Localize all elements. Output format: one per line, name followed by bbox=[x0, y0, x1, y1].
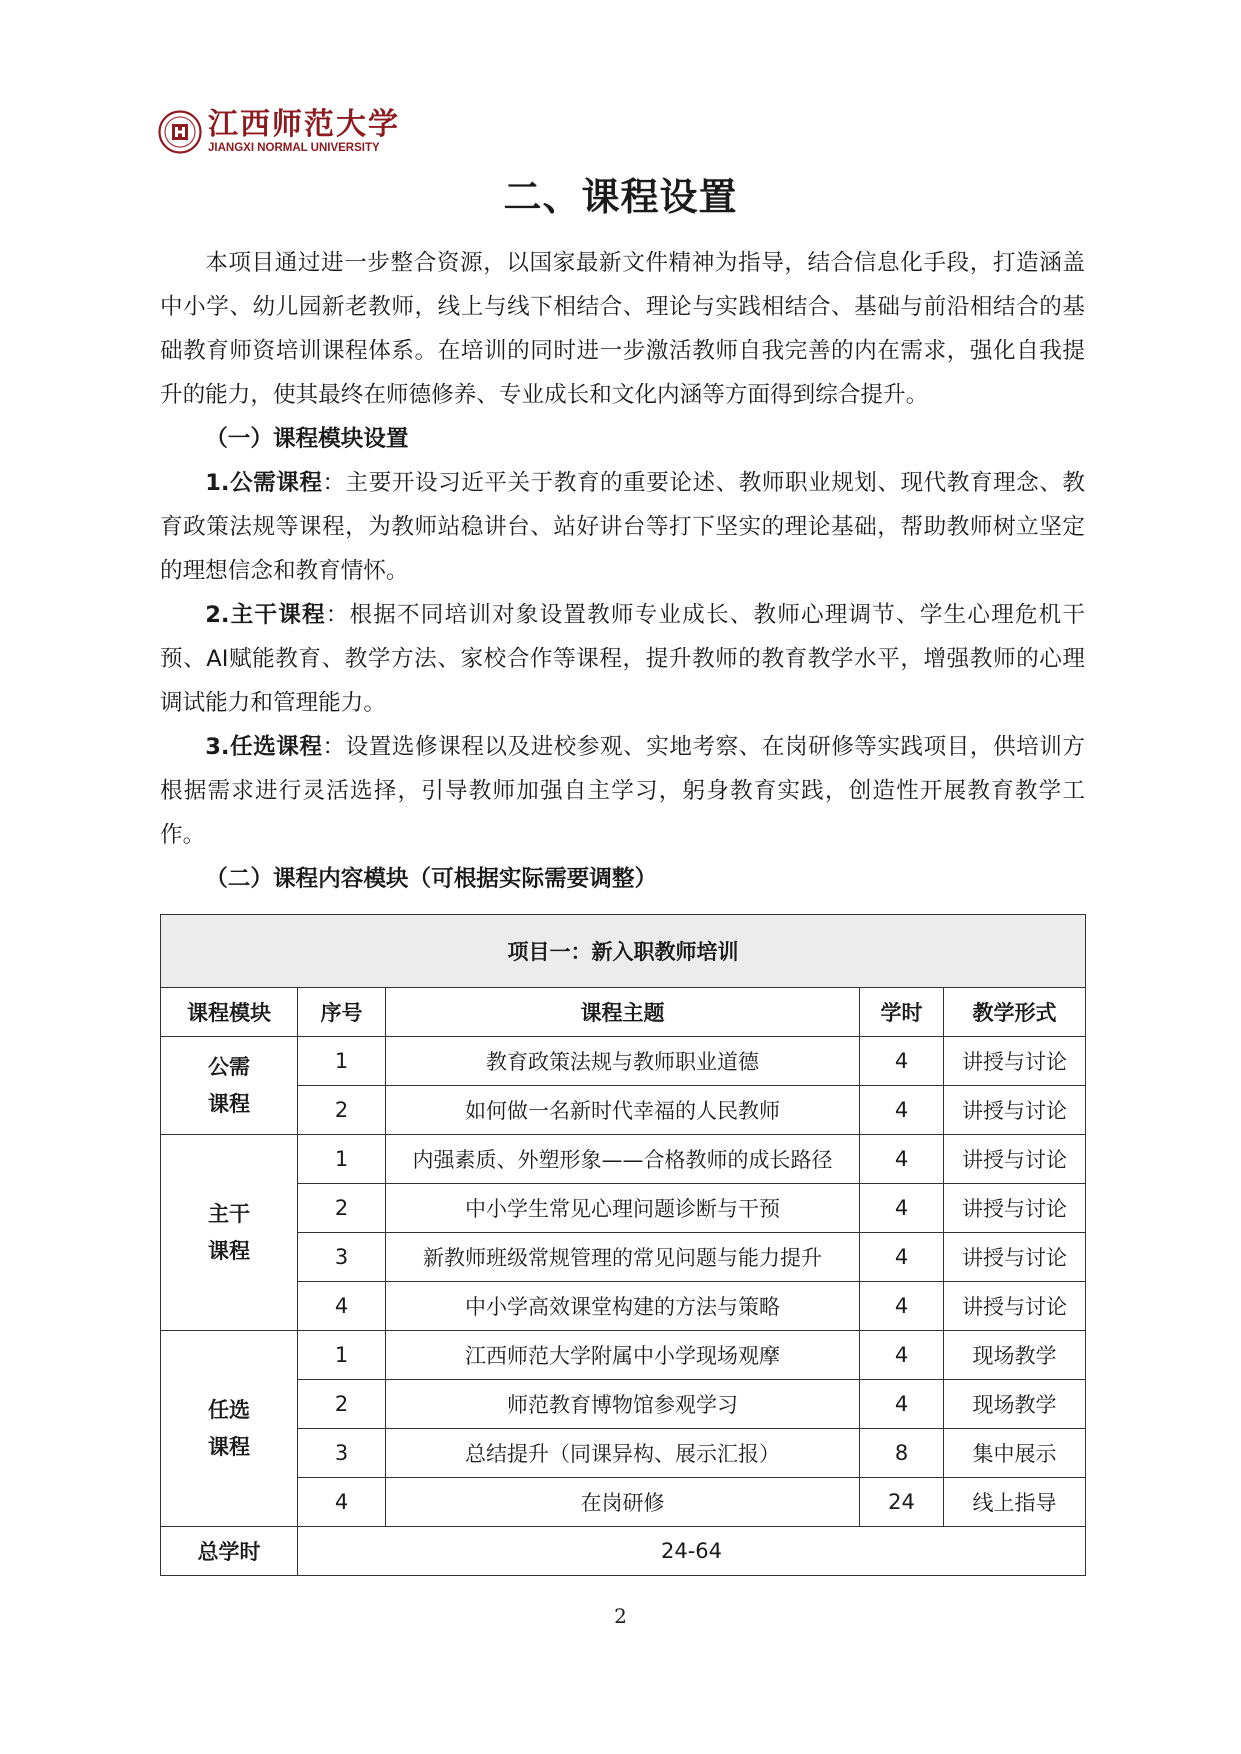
cell-form: 讲授与讨论 bbox=[944, 1184, 1086, 1233]
total-hours-label: 总学时 bbox=[161, 1527, 298, 1576]
table-row bbox=[161, 1478, 1086, 1527]
module-cell-public: 公需 课程 bbox=[161, 1037, 298, 1135]
cell-form: 讲授与讨论 bbox=[944, 1086, 1086, 1135]
cell-topic: 师范教育博物馆参观学习 bbox=[386, 1380, 860, 1429]
cell-hours: 4 bbox=[860, 1184, 944, 1233]
table-row bbox=[161, 1135, 1086, 1184]
cell-hours: 24 bbox=[860, 1478, 944, 1527]
module-item-label: 3.任选课程 bbox=[205, 734, 323, 760]
col-header-form: 教学形式 bbox=[944, 988, 1086, 1037]
cell-form: 讲授与讨论 bbox=[944, 1135, 1086, 1184]
cell-number: 1 bbox=[298, 1037, 386, 1086]
table-header-row bbox=[161, 988, 1086, 1037]
cell-number: 4 bbox=[298, 1478, 386, 1527]
logo-chinese-name: 江西师范大学 bbox=[208, 107, 400, 142]
col-header-module: 课程模块 bbox=[161, 988, 298, 1037]
cell-number: 3 bbox=[298, 1233, 386, 1282]
total-hours-value: 24-64 bbox=[298, 1527, 1086, 1576]
table-row bbox=[161, 1037, 1086, 1086]
table-banner: 项目一：新入职教师培训 bbox=[161, 915, 1086, 988]
cell-topic: 江西师范大学附属中小学现场观摩 bbox=[386, 1331, 860, 1380]
cell-topic: 总结提升（同课异构、展示汇报） bbox=[386, 1429, 860, 1478]
cell-hours: 4 bbox=[860, 1233, 944, 1282]
cell-form: 现场教学 bbox=[944, 1331, 1086, 1380]
module-item-public bbox=[160, 461, 1085, 593]
page-title: 二、课程设置 bbox=[503, 175, 738, 219]
university-seal-icon bbox=[158, 110, 202, 154]
cell-number: 2 bbox=[298, 1184, 386, 1233]
cell-hours: 8 bbox=[860, 1429, 944, 1478]
section-heading-modules: （一）课程模块设置 bbox=[205, 426, 409, 452]
cell-number: 2 bbox=[298, 1380, 386, 1429]
table-row bbox=[161, 1429, 1086, 1478]
col-header-hours: 学时 bbox=[860, 988, 944, 1037]
module-item-elective bbox=[160, 725, 1085, 857]
cell-hours: 4 bbox=[860, 1086, 944, 1135]
cell-form: 集中展示 bbox=[944, 1429, 1086, 1478]
module-item-text: ：设置选修课程以及进校参观、实地考察、在岗研修等实践项目，供培训方根据需求进行灵活选择，引导教师加强自主学习，躬身教育实践，创造性开展教育教学工作。 bbox=[160, 734, 1086, 848]
cell-topic: 如何做一名新时代幸福的人民教师 bbox=[386, 1086, 860, 1135]
cell-number: 4 bbox=[298, 1282, 386, 1331]
section-heading-content: （二）课程内容模块（可根据实际需要调整） bbox=[205, 866, 658, 892]
cell-hours: 4 bbox=[860, 1380, 944, 1429]
module-item-label: 1.公需课程 bbox=[205, 470, 323, 496]
table-row bbox=[161, 1184, 1086, 1233]
module-cell-elective: 任选 课程 bbox=[161, 1331, 298, 1527]
cell-number: 2 bbox=[298, 1086, 386, 1135]
module-item-text: ：根据不同培训对象设置教师专业成长、教师心理调节、学生心理危机干预、AI赋能教育、教学方法、家校合作等课程，提升教师的教育教学水平，增强教师的心理调试能力和管理能力。 bbox=[160, 602, 1085, 716]
module-item-label: 2.主干课程 bbox=[205, 602, 326, 628]
cell-topic: 在岗研修 bbox=[386, 1478, 860, 1527]
cell-topic: 教育政策法规与教师职业道德 bbox=[386, 1037, 860, 1086]
cell-hours: 4 bbox=[860, 1331, 944, 1380]
cell-number: 1 bbox=[298, 1135, 386, 1184]
cell-form: 现场教学 bbox=[944, 1380, 1086, 1429]
table-row bbox=[161, 1331, 1086, 1380]
table-row bbox=[161, 1380, 1086, 1429]
cell-form: 讲授与讨论 bbox=[944, 1282, 1086, 1331]
course-table bbox=[160, 914, 1086, 1576]
university-logo bbox=[158, 108, 420, 156]
logo-english-name: JIANGXI NORMAL UNIVERSITY bbox=[208, 142, 380, 154]
col-header-topic: 课程主题 bbox=[386, 988, 860, 1037]
table-row bbox=[161, 1086, 1086, 1135]
table-row bbox=[161, 1233, 1086, 1282]
module-item-core bbox=[160, 593, 1085, 725]
cell-number: 3 bbox=[298, 1429, 386, 1478]
cell-hours: 4 bbox=[860, 1282, 944, 1331]
cell-hours: 4 bbox=[860, 1135, 944, 1184]
page-number: 2 bbox=[614, 1604, 627, 1628]
module-cell-core: 主干 课程 bbox=[161, 1135, 298, 1331]
table-total-row bbox=[161, 1527, 1086, 1576]
intro-paragraph: 本项目通过进一步整合资源，以国家最新文件精神为指导，结合信息化手段，打造涵盖中小学、幼儿园新老教师，线上与线下相结合、理论与实践相结合、基础与前沿相结合的基础教育师资培训课程体系。在培训的同时进一步激活教师自我完善的内在需求，强化自我提升的能力，使其最终在师德修养、专业成长和文化内涵等方面得到综合提升。 bbox=[160, 250, 1085, 408]
module-item-text: ：主要开设习近平关于教育的重要论述、教师职业规划、现代教育理念、教育政策法规等课程，为教师站稳讲台、站好讲台等打下坚实的理论基础，帮助教师树立坚定的理想信念和教育情怀。 bbox=[160, 470, 1086, 584]
cell-topic: 新教师班级常规管理的常见问题与能力提升 bbox=[386, 1233, 860, 1282]
cell-form: 线上指导 bbox=[944, 1478, 1086, 1527]
cell-topic: 中小学高效课堂构建的方法与策略 bbox=[386, 1282, 860, 1331]
cell-number: 1 bbox=[298, 1331, 386, 1380]
table-row bbox=[161, 1282, 1086, 1331]
cell-topic: 中小学生常见心理问题诊断与干预 bbox=[386, 1184, 860, 1233]
col-header-number: 序号 bbox=[298, 988, 386, 1037]
cell-form: 讲授与讨论 bbox=[944, 1233, 1086, 1282]
cell-topic: 内强素质、外塑形象——合格教师的成长路径 bbox=[386, 1135, 860, 1184]
cell-form: 讲授与讨论 bbox=[944, 1037, 1086, 1086]
cell-hours: 4 bbox=[860, 1037, 944, 1086]
